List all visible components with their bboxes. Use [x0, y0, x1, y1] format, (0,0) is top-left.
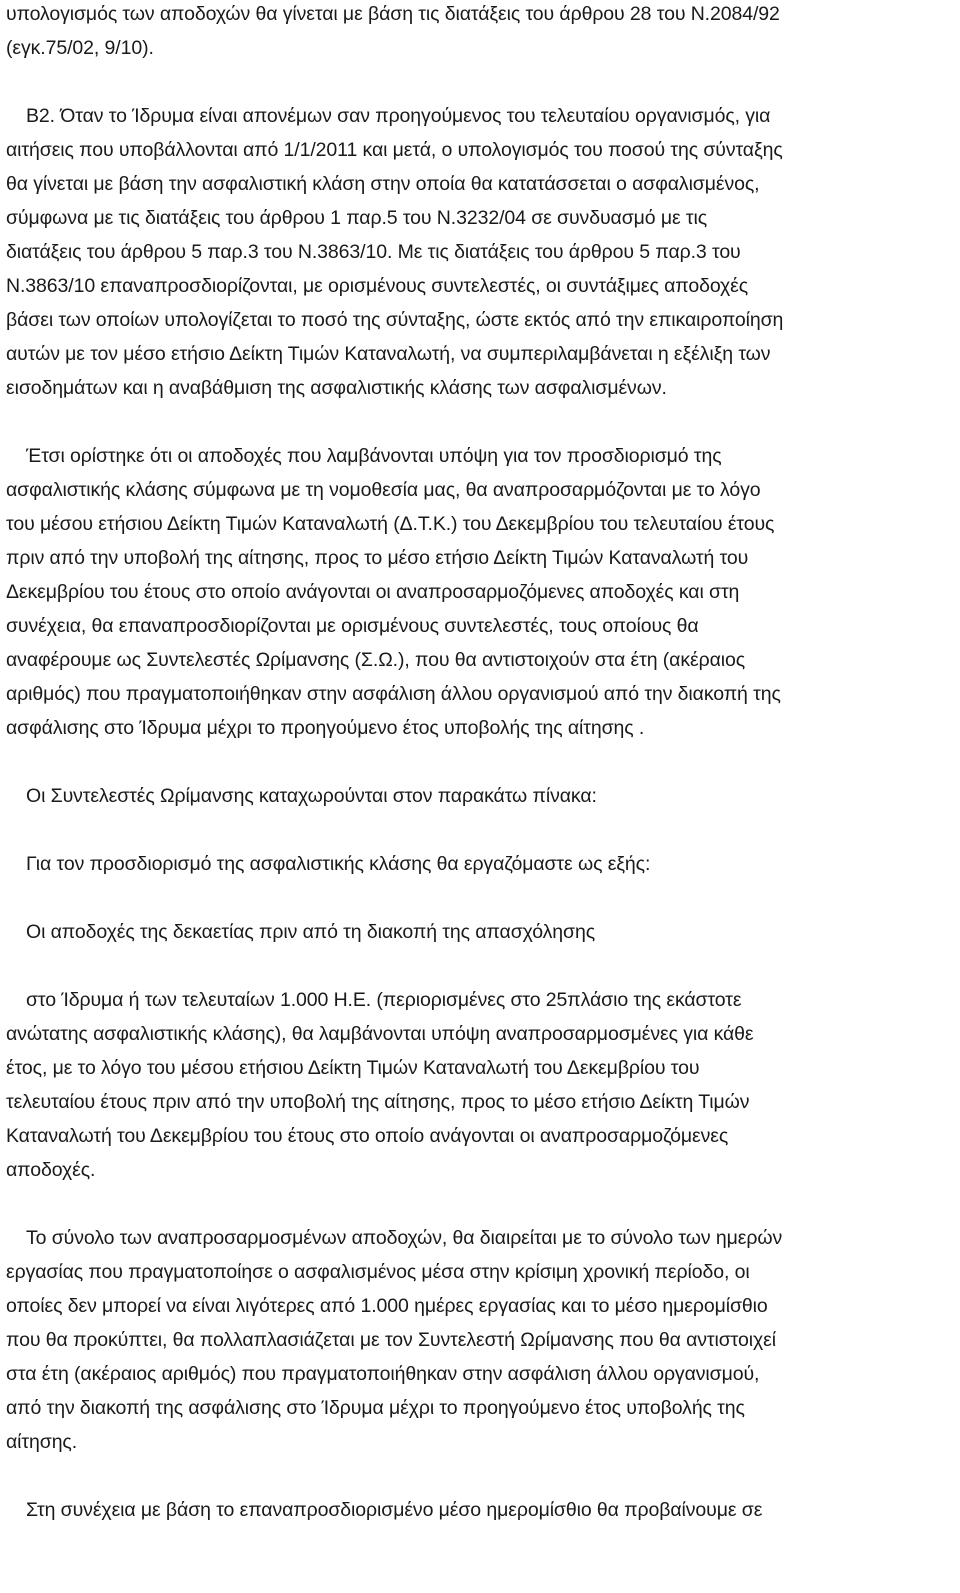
text-line: εργασίας που πραγματοποίησε ο ασφαλισμένος μέσα στην κρίσιμη χρονική περίοδο, οι	[6, 1261, 750, 1283]
text-line: Το σύνολο των αναπροσαρμοσμένων αποδοχών, θα διαιρείται με το σύνολο των ημερών	[26, 1227, 783, 1249]
text-line: οποίες δεν μπορεί να είναι λιγότερες από 1.000 ημέρες εργασίας και το μέσο ημερομίσθιο	[6, 1295, 768, 1317]
text-line: αναφέρουμε ως Συντελεστές Ωρίμανσης (Σ.Ω.), που θα αντιστοιχούν στα έτη (ακέραιος	[6, 649, 746, 671]
text-line: στο Ίδρυμα ή των τελευταίων 1.000 Η.Ε. (περιορισμένες στο 25πλάσιο της εκάστοτε	[26, 989, 742, 1011]
text-line: εισοδημάτων και η αναβάθμιση της ασφαλιστικής κλάσης των ασφαλισμένων.	[6, 377, 667, 399]
text-line: αυτών με τον μέσο ετήσιο Δείκτη Τιμών Καταναλωτή, να συμπεριλαμβάνεται η εξέλιξη των	[6, 343, 771, 365]
text-line: σύμφωνα με τις διατάξεις του άρθρου 1 παρ.5 του Ν.3232/04 σε συνδυασμό με τις	[6, 207, 708, 229]
text-line: Καταναλωτή του Δεκεμβρίου του έτους στο οποίο ανάγονται οι αναπροσαρμοζόμενες	[6, 1125, 729, 1147]
text-line: θα γίνεται με βάση την ασφαλιστική κλάση στην οποία θα κατατάσσεται ο ασφαλισμένος,	[6, 173, 760, 195]
text-line: πριν από την υποβολή της αίτησης, προς το μέσο ετήσιο Δείκτη Τιμών Καταναλωτή του	[6, 547, 749, 569]
text-line: που θα προκύπτει, θα πολλαπλασιάζεται με τον Συντελεστή Ωρίμανσης που θα αντιστοιχεί	[6, 1329, 776, 1351]
text-line: αριθμός) που πραγματοποιήθηκαν στην ασφάλιση άλλου οργανισμού από την διακοπή της	[6, 683, 781, 705]
text-line: από την διακοπή της ασφάλισης στο Ίδρυμα μέχρι το προηγούμενο έτος υποβολής της	[6, 1397, 745, 1419]
text-line: Β2. Όταν το Ίδρυμα είναι απονέμων σαν προηγούμενος του τελευταίου οργανισμός, για	[26, 105, 771, 127]
text-line: Δεκεμβρίου του έτους στο οποίο ανάγονται οι αναπροσαρμοζόμενες αποδοχές και στη	[6, 581, 740, 603]
text-line: Οι αποδοχές της δεκαετίας πριν από τη διακοπή της απασχόλησης	[26, 921, 595, 943]
text-line: ανώτατης ασφαλιστικής κλάσης), θα λαμβάνονται υπόψη αναπροσαρμοσμένες για κάθε	[6, 1023, 754, 1045]
text-line: έτος, με το λόγο του μέσου ετήσιου Δείκτη Τιμών Καταναλωτή του Δεκεμβρίου του	[6, 1057, 700, 1079]
text-line: Στη συνέχεια με βάση το επαναπροσδιορισμένο μέσο ημερομίσθιο θα προβαίνουμε σε	[26, 1499, 763, 1521]
text-line: του μέσου ετήσιου Δείκτη Τιμών Καταναλωτή (Δ.Τ.Κ.) του Δεκεμβρίου του τελευταίου έτους	[6, 513, 775, 535]
text-line: (εγκ.75/02, 9/10).	[6, 37, 154, 59]
text-line: διατάξεις του άρθρου 5 παρ.3 του Ν.3863/10. Με τις διατάξεις του άρθρου 5 παρ.3 του	[6, 241, 741, 263]
text-line: βάσει των οποίων υπολογίζεται το ποσό της σύνταξης, ώστε εκτός από την επικαιροποίηση	[6, 309, 784, 331]
text-line: ασφάλισης στο Ίδρυμα μέχρι το προηγούμενο έτος υποβολής της αίτησης .	[6, 717, 645, 739]
text-line: υπολογισμός των αποδοχών θα γίνεται με βάση τις διατάξεις του άρθρου 28 του Ν.2084/92	[6, 3, 780, 25]
text-line: Ν.3863/10 επαναπροσδιορίζονται, με ορισμένους συντελεστές, οι συντάξιμες αποδοχές	[6, 275, 749, 297]
text-line: αίτησης.	[6, 1431, 78, 1453]
text-line: Οι Συντελεστές Ωρίμανσης καταχωρούνται στον παρακάτω πίνακα:	[26, 785, 597, 807]
text-line: αποδοχές.	[6, 1159, 96, 1181]
text-line: ασφαλιστικής κλάσης σύμφωνα με τη νομοθεσία μας, θα αναπροσαρμόζονται με το λόγο	[6, 479, 761, 501]
text-line: συνέχεια, θα επαναπροσδιορίζονται με ορισμένους συντελεστές, τους οποίους θα	[6, 615, 699, 637]
text-line: στα έτη (ακέραιος αριθμός) που πραγματοποιήθηκαν στην ασφάλιση άλλου οργανισμού,	[6, 1363, 760, 1385]
text-line: Για τον προσδιορισμό της ασφαλιστικής κλάσης θα εργαζόμαστε ως εξής:	[26, 853, 651, 875]
text-line: αιτήσεις που υποβάλλονται από 1/1/2011 και μετά, ο υπολογισμός του ποσού της σύνταξης	[6, 139, 783, 161]
text-line: Έτσι ορίστηκε ότι οι αποδοχές που λαμβάνονται υπόψη για τον προσδιορισμό της	[26, 445, 722, 467]
text-line: τελευταίου έτους πριν από την υποβολή της αίτησης, προς το μέσο ετήσιο Δείκτη Τιμών	[6, 1091, 750, 1113]
